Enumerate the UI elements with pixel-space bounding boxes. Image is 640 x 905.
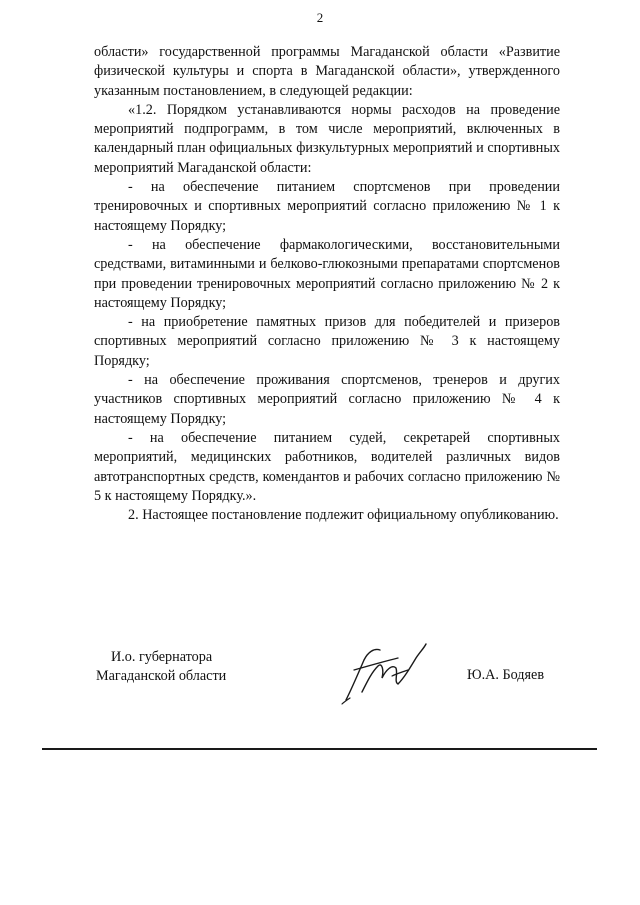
page-number: 2: [316, 10, 324, 25]
paragraph: области» государственной программы Магаданской области «Развитие физической культуры и спорта в Магаданской области», утвержденного указанным постановлением, в следующей редакции:: [94, 44, 560, 99]
paragraph: - на приобретение памятных призов для победителей и призеров спортивных мероприятий согласно приложению № 3 к настоящему Порядку;: [94, 314, 560, 369]
signatory-name: Ю.А. Бодяев: [467, 667, 545, 683]
paragraph: - на обеспечение проживания спортсменов, тренеров и других участников спортивных мероприятий согласно приложению № 4 к настоящему Порядку;: [94, 372, 560, 427]
signatory-position: [96, 648, 226, 687]
handwritten-signature: [338, 640, 430, 706]
signatory-position-line: И.о. губернатора: [111, 649, 213, 665]
footer-divider: [42, 748, 597, 750]
document-body: [94, 43, 560, 525]
paragraph: 2. Настоящее постановление подлежит официальному опубликованию.: [128, 507, 559, 524]
paragraph: - на обеспечение питанием судей, секретарей спортивных мероприятий, медицинских работников, водителей различных видов автотранспортных средств, комендантов и рабочих согласно приложению № 5 к настоящему Порядку.».: [94, 429, 560, 504]
paragraph: «1.2. Порядком устанавливаются нормы расходов на проведение мероприятий подпрограмм, в том числе мероприятий, включенных в календарный план официальных физкультурных мероприятий и спортивных мероприятий Магаданской области:: [94, 101, 560, 176]
signatory-position-line: Магаданской области: [96, 668, 227, 685]
paragraph: - на обеспечение питанием спортсменов при проведении тренировочных и спортивных мероприятий согласно приложению № 1 к настоящему Порядку;: [94, 179, 560, 234]
paragraph: - на обеспечение фармакологическими, восстановительными средствами, витаминными и белково-глюкозными препаратами спортсменов при проведении тренировочных мероприятий согласно приложению № 2 к настоящему Порядку;: [94, 236, 560, 311]
